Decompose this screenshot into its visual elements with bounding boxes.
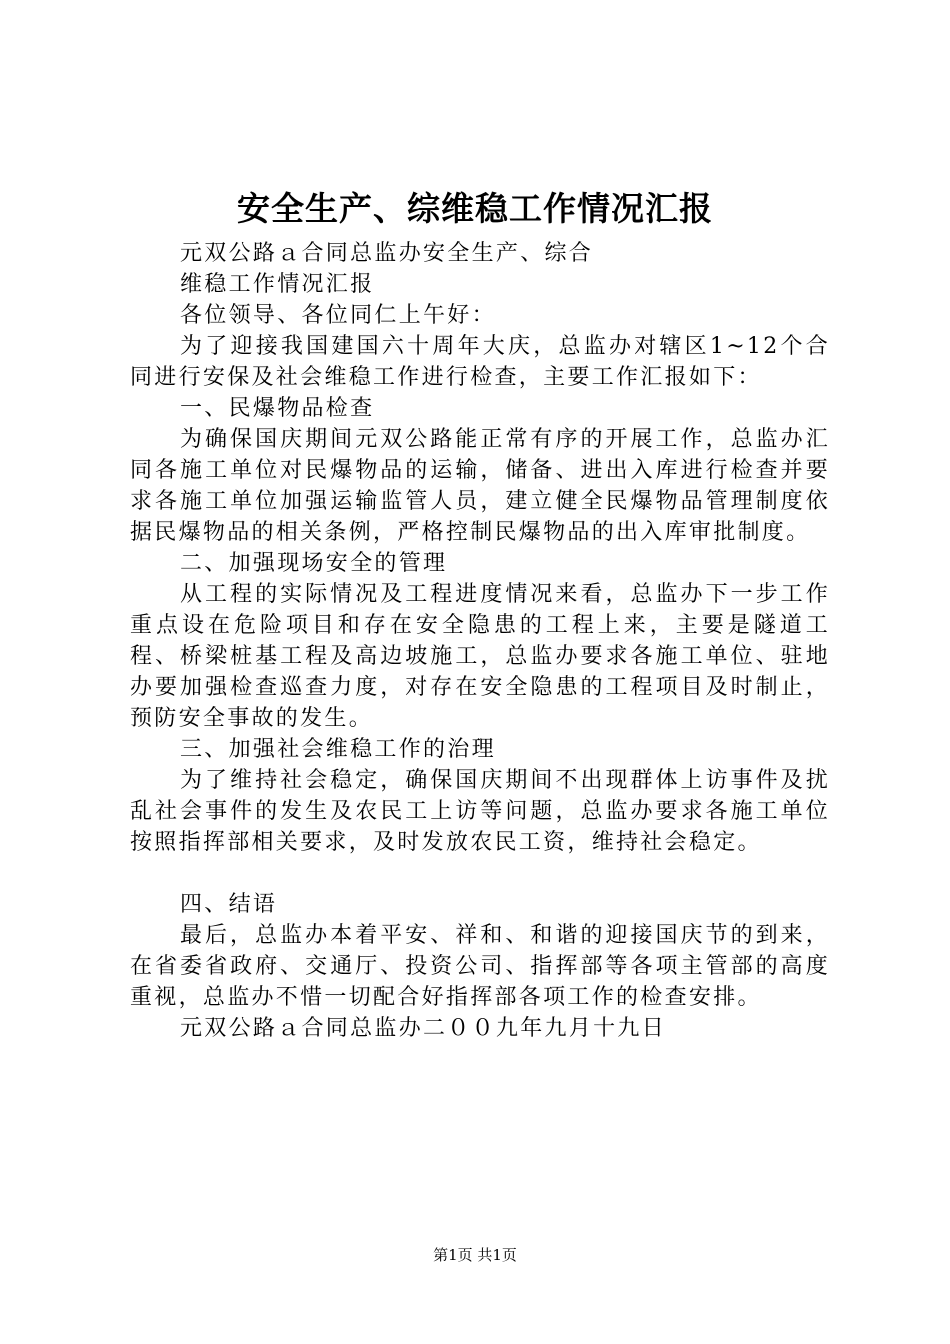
paragraph-spacer (130, 858, 830, 889)
document-body (130, 238, 830, 1044)
section-3-paragraph: 为了维持社会稳定，确保国庆期间不出现群体上访事件及扰乱社会事件的发生及农民工上访等问题，总监办要求各施工单位按照指挥部相关要求，及时发放农民工资，维持社会稳定。 (130, 768, 830, 855)
section-4-heading: 四、结语 (180, 892, 278, 917)
salutation: 各位领导、各位同仁上午好： (180, 303, 496, 328)
document-title: 安全生产、综维稳工作情况汇报 (237, 189, 713, 228)
section-2-paragraph: 从工程的实际情况及工程进度情况来看，总监办下一步工作重点设在危险项目和存在安全隐患的工程上来，主要是隧道工程、桥梁桩基工程及高边坡施工，总监办要求各施工单位、驻地办要加强检查巡查力度，对存在安全隐患的工程项目及时制止，预防安全事故的发生。 (130, 582, 830, 731)
signature-date-line: 元双公路ａ合同总监办二００九年九月十九日 (180, 1016, 667, 1041)
subject-line-2: 维稳工作情况汇报 (180, 272, 375, 297)
section-4-paragraph: 最后，总监办本着平安、祥和、和谐的迎接国庆节的到来，在省委省政府、交通厅、投资公司、指挥部等各项主管部的高度重视，总监办不惜一切配合好指挥部各项工作的检查安排。 (130, 923, 830, 1010)
subject-line-1: 元双公路ａ合同总监办安全生产、综合 (180, 241, 594, 266)
section-1-paragraph: 为确保国庆期间元双公路能正常有序的开展工作，总监办汇同各施工单位对民爆物品的运输，储备、进出入库进行检查并要求各施工单位加强运输监管人员，建立健全民爆物品管理制度依据民爆物品的相关条例，严格控制民爆物品的出入库审批制度。 (130, 427, 830, 545)
section-1-heading: 一、民爆物品检查 (180, 396, 375, 421)
section-2-heading: 二、加强现场安全的管理 (180, 551, 448, 576)
intro-paragraph: 为了迎接我国建国六十周年大庆，总监办对辖区1~12个合同进行安保及社会维稳工作进行检查，主要工作汇报如下： (130, 334, 830, 390)
section-3-heading: 三、加强社会维稳工作的治理 (180, 737, 496, 762)
page-number-footer: 第1页 共1页 (433, 1246, 517, 1264)
